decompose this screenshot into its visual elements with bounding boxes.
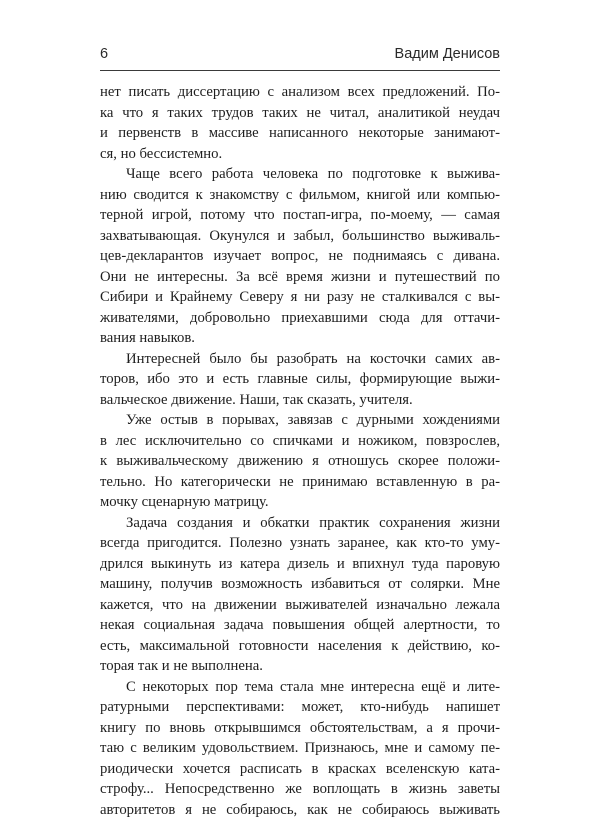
text-line: цев-декларантов изучает вопрос, не поднимаясь с дивана. (100, 246, 500, 267)
text-line: захватывающая. Окунулся и забыл, большинство выживаль- (100, 226, 500, 247)
text-line: нет писать диссертацию с анализом всех предложений. По- (100, 82, 500, 103)
text-line: всегда пригодится. Полезно узнать заранее, как кто-то уму- (100, 533, 500, 554)
text-line: мочку сценарную матрицу. (100, 492, 500, 513)
text-line: некая социальная задача повышения общей алертности, то (100, 615, 500, 636)
text-line: кажется, что на движении выживателей изначально лежала (100, 595, 500, 616)
text-line: торов, ибо это и есть главные силы, формирующие выжи- (100, 369, 500, 390)
text-line: нию сводится к знакомству с фильмом, книгой или компью- (100, 185, 500, 206)
text-line: книгу по вновь открывшимся обстоятельствам, а я прочи- (100, 718, 500, 739)
text-line: вания навыков. (100, 328, 500, 349)
text-line: таю с великим удовольствием. Признаюсь, мне и самому пе- (100, 738, 500, 759)
header-rule (100, 70, 500, 71)
text-line: Чаще всего работа человека по подготовке к выжива- (100, 164, 500, 185)
text-line: С некоторых пор тема стала мне интересна ещё и лите- (100, 677, 500, 698)
text-line: Интересней было бы разобрать на косточки самих ав- (100, 349, 500, 370)
text-line: вальческое движение. Наши, так сказать, учителя. (100, 390, 500, 411)
running-header-author: Вадим Денисов (395, 46, 500, 62)
paragraph (100, 410, 500, 513)
text-line: ратурными перспективами: может, кто-нибудь напишет (100, 697, 500, 718)
text-line: ся, но бессистемно. (100, 144, 500, 165)
text-line: есть, максимальной готовности населения к действию, ко- (100, 636, 500, 657)
text-line: в лес исключительно со спичками и ножиком, повзрослев, (100, 431, 500, 452)
text-line: ка что я таких трудов таких не читал, аналитикой неудач (100, 103, 500, 124)
text-line: авторитетов я не собираюсь, как не собираюсь выживать (100, 800, 500, 820)
text-line: к выживальческому движению я отношусь скорее положи- (100, 451, 500, 472)
body-text (100, 82, 500, 820)
text-line: Сибири и Крайнему Северу я ни разу не сталкивался с вы- (100, 287, 500, 308)
text-line: Они не интересны. За всё время жизни и путешествий по (100, 267, 500, 288)
text-line: терной игрой, потому что постап-игра, по-моему, — самая (100, 205, 500, 226)
running-header (100, 46, 500, 62)
paragraph (100, 677, 500, 820)
text-line: машину, получив возможность избавиться от солярки. Мне (100, 574, 500, 595)
text-line: живателями, добровольно приехавшими сюда для оттачи- (100, 308, 500, 329)
text-line: торая так и не выполнена. (100, 656, 500, 677)
page-number: 6 (100, 46, 108, 62)
text-line: Задача создания и обкатки практик сохранения жизни (100, 513, 500, 534)
text-line: строфу... Непосредственно же воплощать в жизнь заветы (100, 779, 500, 800)
paragraph (100, 82, 500, 164)
text-line: дрился выкинуть из катера дизель и впихнул туда паровую (100, 554, 500, 575)
text-line: Уже остыв в порывах, завязав с дурными хождениями (100, 410, 500, 431)
text-line: и первенств в массиве написанного некоторые занимают- (100, 123, 500, 144)
paragraph (100, 164, 500, 349)
paragraph (100, 349, 500, 411)
text-line: риодически хочется расписать в красках вселенскую ката- (100, 759, 500, 780)
text-line: тельно. Но категорически не принимаю вставленную в ра- (100, 472, 500, 493)
paragraph (100, 513, 500, 677)
